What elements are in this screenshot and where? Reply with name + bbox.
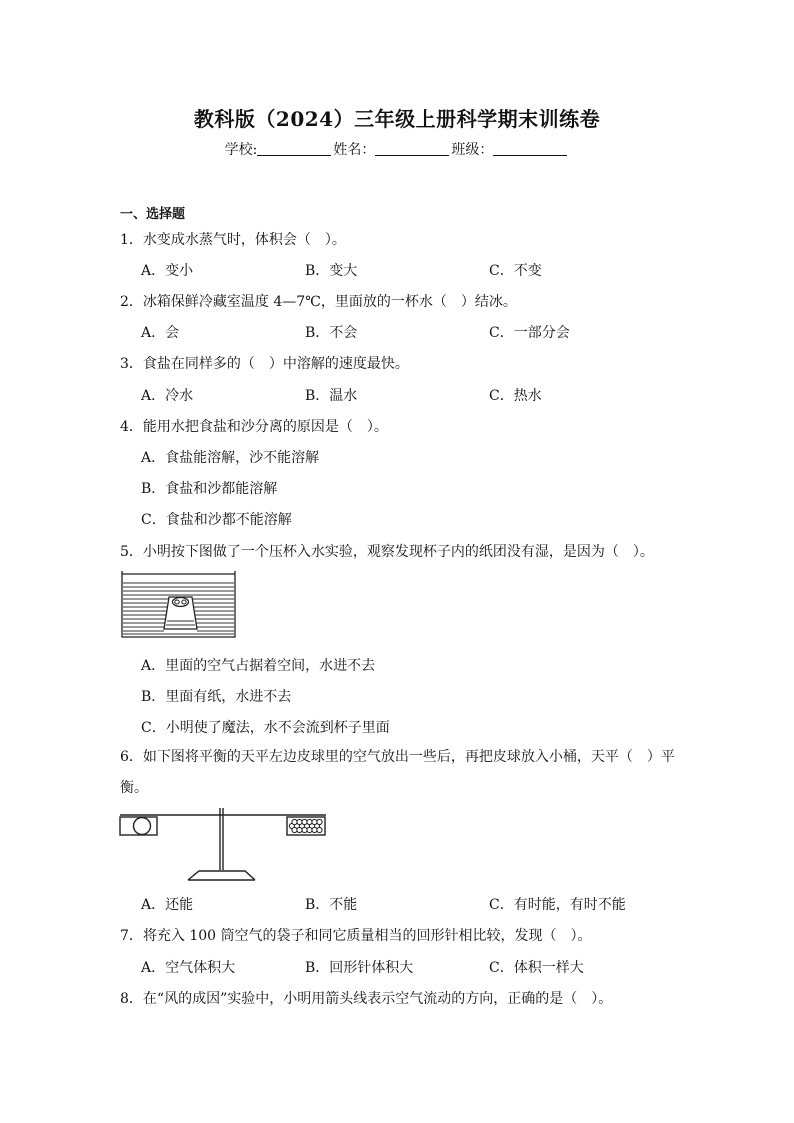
q3-option-b[interactable]: B．温水 — [305, 388, 358, 404]
q7-option-b[interactable]: B．回形针体积大 — [305, 960, 414, 976]
question-6: 6．如下图将平衡的天平左边皮球里的空气放出一些后，再把皮球放入小桶，天平（ ）平衡。 — [120, 749, 675, 796]
exam-title: 教科版（2024）三年级上册科学期末训练卷 — [193, 107, 601, 131]
q4-option-c[interactable]: C．食盐和沙都不能溶解 — [141, 512, 292, 528]
q6-option-b[interactable]: B．不能 — [305, 897, 358, 913]
q2-option-c[interactable]: C．一部分会 — [489, 325, 570, 341]
q4-option-b[interactable]: B．食盐和沙都能溶解 — [141, 481, 278, 497]
q7-option-c[interactable]: C．体积一样大 — [489, 960, 584, 976]
q5-option-c[interactable]: C．小明使了魔法，水不会流到杯子里面 — [141, 720, 390, 736]
question-4: 4．能用水把食盐和沙分离的原因是（ ）。 — [120, 419, 388, 435]
question-1: 1．水变成水蒸气时，体积会（ ）。 — [120, 232, 346, 248]
q1-option-b[interactable]: B．变大 — [305, 263, 358, 279]
q1-option-a[interactable]: A．变小 — [141, 263, 194, 279]
balance-scale-figure — [119, 808, 329, 882]
name-label: 姓名： — [333, 142, 376, 158]
cup-in-water-figure — [121, 571, 236, 638]
q2-option-b[interactable]: B．不会 — [305, 325, 358, 341]
question-3: 3．食盐在同样多的（ ）中溶解的速度最快。 — [120, 356, 409, 372]
class-blank[interactable] — [493, 141, 567, 156]
student-info-line — [0, 139, 794, 159]
q6-option-c[interactable]: C．有时能，有时不能 — [489, 897, 626, 913]
section-title: 一、选择题 — [120, 207, 186, 222]
q2-option-a[interactable]: A．会 — [141, 325, 180, 341]
q6-option-a[interactable]: A．还能 — [141, 897, 194, 913]
question-8: 8．在“风的成因”实验中，小明用箭头线表示空气流动的方向，正确的是（ ）。 — [120, 991, 613, 1007]
class-label: 班级： — [451, 142, 494, 158]
question-2: 2．冰箱保鲜冷藏室温度 4—7℃，里面放的一杯水（ ）结冰。 — [120, 294, 517, 310]
q7-option-a[interactable]: A．空气体积大 — [141, 960, 236, 976]
question-5: 5．小明按下图做了一个压杯入水实验，观察发现杯子内的纸团没有湿，是因为（ ）。 — [120, 544, 654, 560]
school-blank[interactable] — [257, 141, 331, 156]
q1-option-c[interactable]: C．不变 — [489, 263, 542, 279]
school-label: 学校: — [224, 142, 258, 158]
q5-option-b[interactable]: B．里面有纸，水进不去 — [141, 689, 292, 705]
name-blank[interactable] — [375, 141, 449, 156]
q5-option-a[interactable]: A．里面的空气占据着空间，水进不去 — [141, 658, 376, 674]
q3-option-a[interactable]: A．冷水 — [141, 388, 194, 404]
q3-option-c[interactable]: C．热水 — [489, 388, 542, 404]
q4-option-a[interactable]: A．食盐能溶解，沙不能溶解 — [141, 450, 320, 466]
question-7: 7．将充入 100 筒空气的袋子和同它质量相当的回形针相比较，发现（ ）。 — [120, 928, 592, 944]
